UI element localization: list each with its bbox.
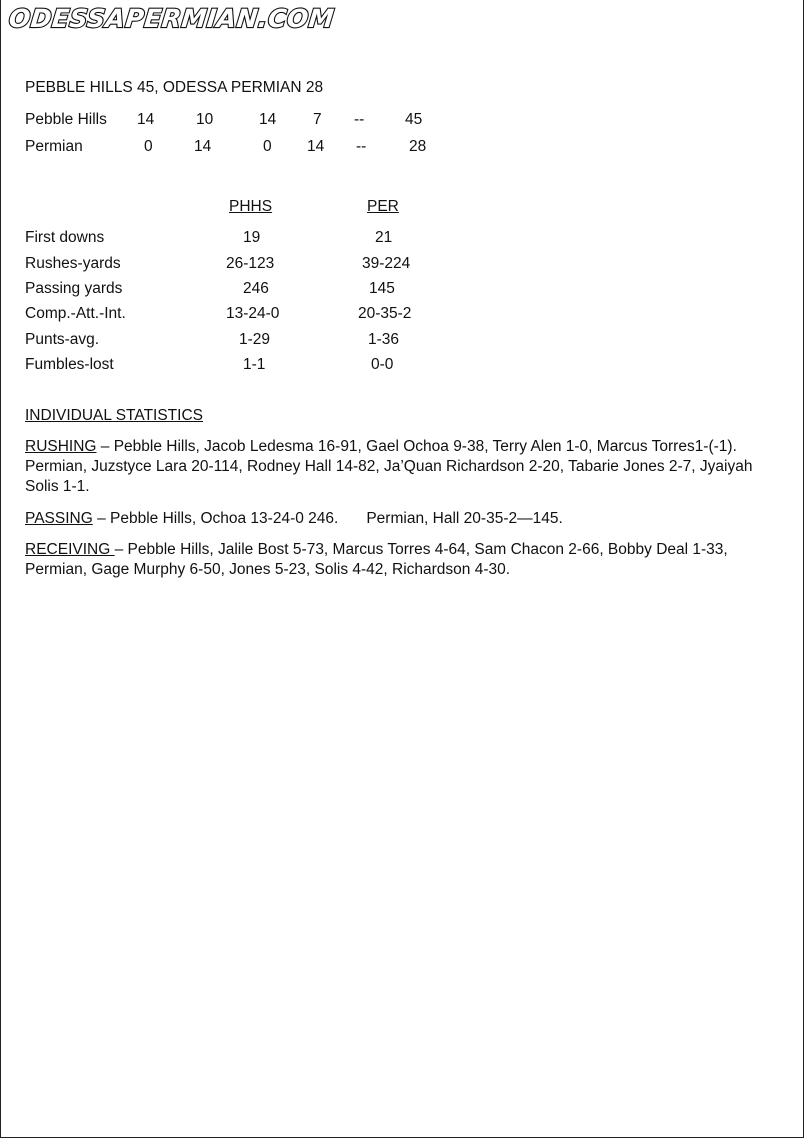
stat-label: First downs: [25, 229, 105, 246]
stat-label: Rushes-yards: [25, 255, 121, 272]
receiving-away-text: Permian, Gage Murphy 6-50, Jones 5-23, Solis 4-42, Richardson 4-30.: [25, 561, 511, 578]
quarter-score: 0: [144, 138, 153, 155]
stat-home: 13-24-0: [226, 305, 280, 322]
stat-away: 21: [375, 229, 393, 246]
quarter-score: 14: [194, 138, 212, 155]
team-name: Pebble Hills: [25, 111, 107, 128]
passing-label: PASSING: [25, 510, 93, 527]
stat-away: 0-0: [371, 356, 394, 373]
stat-away: 39-224: [362, 255, 411, 272]
stat-label: Passing yards: [25, 280, 123, 297]
stats-header-away: PER: [367, 198, 399, 215]
stat-home: 26-123: [226, 255, 275, 272]
stat-label: Comp.-Att.-Int.: [25, 305, 126, 322]
team-name: Permian: [25, 138, 83, 155]
quarter-score: 7: [313, 111, 322, 128]
receiving-label: RECEIVING: [25, 541, 115, 558]
score-separator: --: [354, 111, 365, 128]
final-score: 28: [409, 138, 427, 155]
quarter-score: 14: [259, 111, 277, 128]
stat-away: 145: [369, 280, 395, 297]
stat-label: Punts-avg.: [25, 331, 100, 348]
game-headline: PEBBLE HILLS 45, ODESSA PERMIAN 28: [25, 79, 324, 96]
stat-home: 1-1: [243, 356, 266, 373]
stat-away: 20-35-2: [358, 305, 412, 322]
individual-stats-title: INDIVIDUAL STATISTICS: [25, 407, 203, 424]
rushing-home-text: – Pebble Hills, Jacob Ledesma 16-91, Gael Ochoa 9-38, Terry Alen 1-0, Marcus Torres1-(-1).: [96, 438, 737, 455]
passing-home-text: – Pebble Hills, Ochoa 13-24-0 246.: [92, 510, 339, 527]
stat-home: 1-29: [239, 331, 271, 348]
site-logo: ODESSAPERMIAN.COM: [7, 4, 336, 33]
passing-paragraph: [25, 509, 785, 529]
stat-label: Fumbles-lost: [25, 356, 114, 373]
stat-away: 1-36: [368, 331, 400, 348]
passing-away-text: Permian, Hall 20-35-2—145.: [366, 510, 563, 527]
stats-header-home: PHHS: [229, 198, 273, 215]
final-score: 45: [405, 111, 423, 128]
receiving-home-text: – Pebble Hills, Jalile Bost 5-73, Marcus Torres 4-64, Sam Chacon 2-66, Bobby Deal 1-33,: [114, 541, 728, 558]
receiving-paragraph: [25, 540, 785, 580]
score-separator: --: [356, 138, 367, 155]
stat-home: 246: [243, 280, 269, 297]
rushing-away-text: Permian, Juzstyce Lara 20-114, Rodney Hall 14-82, Ja’Quan Richardson 2-20, Tabarie Jones 2-7, Jyaiyah Solis 1-1.: [25, 458, 753, 495]
stat-home: 19: [243, 229, 261, 246]
quarter-score: 10: [196, 111, 214, 128]
rushing-label: RUSHING: [25, 438, 97, 455]
quarter-score: 0: [263, 138, 272, 155]
quarter-score: 14: [307, 138, 325, 155]
rushing-paragraph: [25, 437, 785, 497]
quarter-score: 14: [137, 111, 155, 128]
